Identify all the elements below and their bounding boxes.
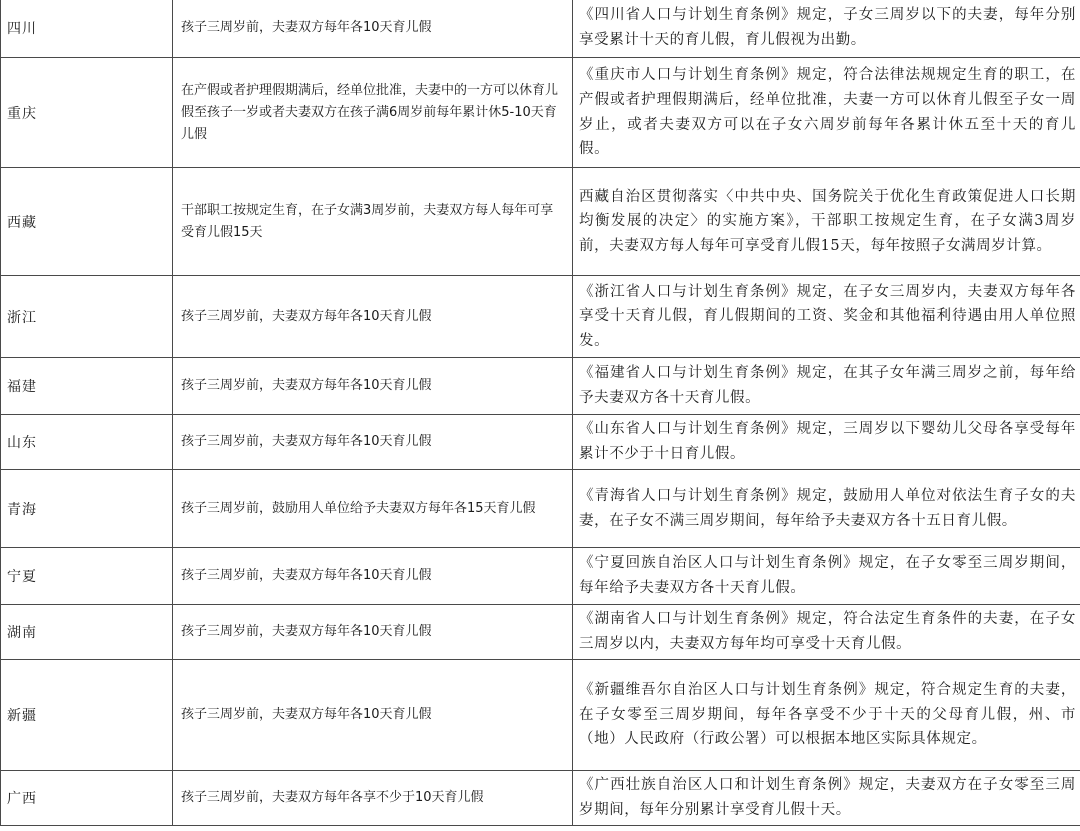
regulation-cell: 《福建省人口与计划生育条例》规定，在其子女年满三周岁之前，每年给予夫妻双方各十天育儿假。	[573, 358, 1080, 415]
region-cell: 新疆	[1, 660, 173, 771]
summary-cell: 孩子三周岁前，夫妻双方每年各10天育儿假	[173, 276, 573, 358]
summary-cell: 孩子三周岁前，夫妻双方每年各10天育儿假	[173, 0, 573, 58]
table-row	[1, 358, 1080, 415]
table-row	[1, 470, 1080, 548]
region-cell: 浙江	[1, 276, 173, 358]
summary-cell: 孩子三周岁前，鼓励用人单位给予夫妻双方每年各15天育儿假	[173, 470, 573, 548]
regulation-cell: 西藏自治区贯彻落实〈中共中央、国务院关于优化生育政策促进人口长期均衡发展的决定〉的实施方案》，干部职工按规定生育，在子女满3周岁前，夫妻双方每人每年可享受育儿假15天，每年按照子女满周岁计算。	[573, 168, 1080, 276]
region-cell: 湖南	[1, 605, 173, 660]
summary-cell: 孩子三周岁前，夫妻双方每年各10天育儿假	[173, 358, 573, 415]
table-row	[1, 415, 1080, 470]
region-cell: 福建	[1, 358, 173, 415]
region-cell: 宁夏	[1, 548, 173, 605]
regulation-cell: 《青海省人口与计划生育条例》规定，鼓励用人单位对依法生育子女的夫妻，在子女不满三周岁期间，每年给予夫妻双方各十五日育儿假。	[573, 470, 1080, 548]
regulation-cell: 《新疆维吾尔自治区人口与计划生育条例》规定，符合规定生育的夫妻，在子女零至三周岁期间，每年各享受不少于十天的父母育儿假，州、市（地）人民政府（行政公署）可以根据本地区实际具体规定。	[573, 660, 1080, 771]
summary-cell: 孩子三周岁前，夫妻双方每年各10天育儿假	[173, 660, 573, 771]
table-row	[1, 168, 1080, 276]
summary-cell: 孩子三周岁前，夫妻双方每年各10天育儿假	[173, 548, 573, 605]
region-cell: 四川	[1, 0, 173, 58]
region-cell: 西藏	[1, 168, 173, 276]
region-cell: 青海	[1, 470, 173, 548]
regulation-cell: 《四川省人口与计划生育条例》规定，子女三周岁以下的夫妻，每年分别享受累计十天的育儿假，育儿假视为出勤。	[573, 0, 1080, 58]
region-cell: 重庆	[1, 58, 173, 168]
table-row	[1, 771, 1080, 826]
table-row	[1, 548, 1080, 605]
table-row	[1, 660, 1080, 771]
summary-cell: 孩子三周岁前，夫妻双方每年各10天育儿假	[173, 415, 573, 470]
regulation-cell: 《山东省人口与计划生育条例》规定，三周岁以下婴幼儿父母各享受每年累计不少于十日育儿假。	[573, 415, 1080, 470]
table-row	[1, 0, 1080, 58]
summary-cell: 孩子三周岁前，夫妻双方每年各享不少于10天育儿假	[173, 771, 573, 826]
regulation-cell: 《浙江省人口与计划生育条例》规定，在子女三周岁内，夫妻双方每年各享受十天育儿假，育儿假期间的工资、奖金和其他福利待遇由用人单位照发。	[573, 276, 1080, 358]
regulation-cell: 《广西壮族自治区人口和计划生育条例》规定，夫妻双方在子女零至三周岁期间，每年分别累计享受育儿假十天。	[573, 771, 1080, 826]
regulation-cell: 《重庆市人口与计划生育条例》规定，符合法律法规规定生育的职工，在产假或者护理假期满后，经单位批准，夫妻一方可以休育儿假至子女一周岁止，或者夫妻双方可以在子女六周岁前每年各累计休五至十天的育儿假。	[573, 58, 1080, 168]
region-cell: 广西	[1, 771, 173, 826]
regulation-cell: 《宁夏回族自治区人口与计划生育条例》规定，在子女零至三周岁期间，每年给予夫妻双方各十天育儿假。	[573, 548, 1080, 605]
summary-cell: 在产假或者护理假期满后，经单位批准，夫妻中的一方可以休育儿假至孩子一岁或者夫妻双方在孩子满6周岁前每年累计休5-10天育儿假	[173, 58, 573, 168]
table-row	[1, 58, 1080, 168]
summary-cell: 孩子三周岁前，夫妻双方每年各10天育儿假	[173, 605, 573, 660]
regulation-cell: 《湖南省人口与计划生育条例》规定，符合法定生育条件的夫妻，在子女三周岁以内，夫妻双方每年均可享受十天育儿假。	[573, 605, 1080, 660]
region-cell: 山东	[1, 415, 173, 470]
table-row	[1, 605, 1080, 660]
table-row	[1, 276, 1080, 358]
summary-cell: 干部职工按规定生育，在子女满3周岁前，夫妻双方每人每年可享受育儿假15天	[173, 168, 573, 276]
